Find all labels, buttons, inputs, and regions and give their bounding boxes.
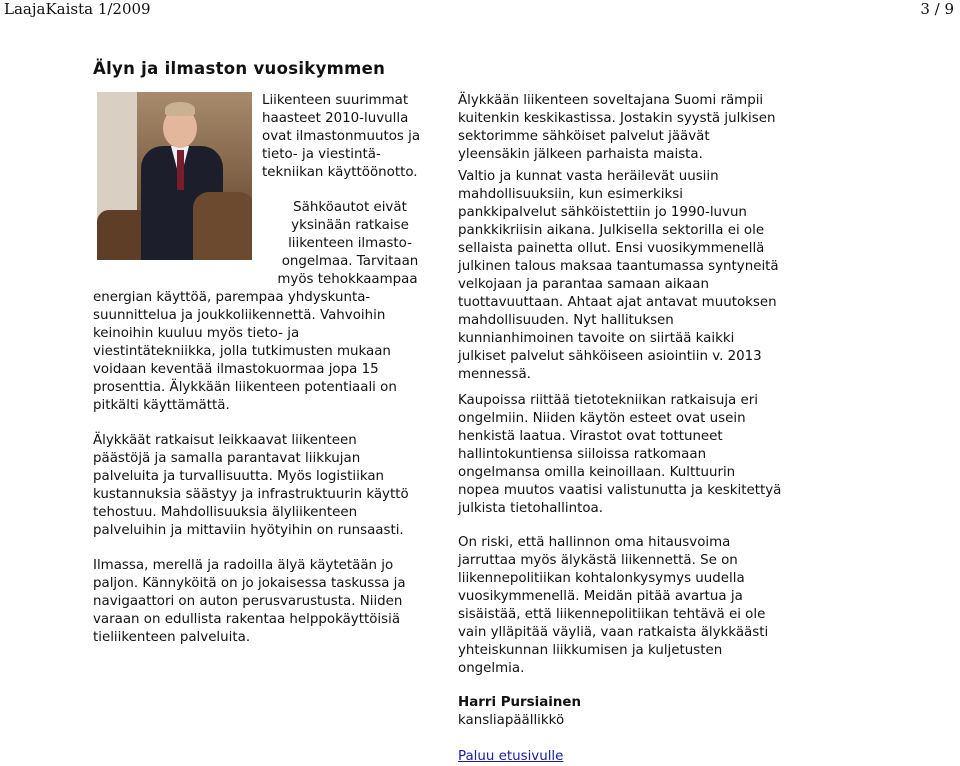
left-column — [93, 92, 438, 647]
author-name: Harri Pursiainen — [458, 695, 581, 710]
paragraph-shops-solutions: Kaupoissa riittää tietotekniikan ratkaisuja eri ongelmiin. Niiden käytön esteet ovat usein henkistä laatua. Virastot ovat tottuneet hallintokuntiensa siiloissa ratkomaan ongelmansa omilla keinoillaan. Kulttuurin nopea muutos vaatisi valistunutta ja keskitettyä julkista tietohallintoa. — [458, 393, 782, 516]
paragraph-state-municipalities: Valtio ja kunnat vasta heräilevät uusiin mahdollisuuksiin, kun esimerkiksi pankkipalvelut sähköistettiin jo 1990-luvun pankkikriisin aikana. Julkisella sektorilla ei ole sellaista painetta ollut. Ensi vuosikymmenellä julkinen talous maksaa taantumassa syntyneitä velkojaan ja parantaa samaan aikaan tuottavuuttaan. Ahtaat ajat antavat muutoksen mahdollisuuden. Nyt hallituksen kunnianhimoinen tavoite on siirtää kaikki julkiset palvelut sähköiseen asiointiin v. 2013 mennessä. — [458, 169, 779, 382]
signature — [458, 694, 818, 730]
paragraph-smart-solutions: Älykkäät ratkaisut leikkaavat liikenteen päästöjä ja samalla parantavat liikkujan palveluita ja turvallisuutta. Myös logistiikan kustannuksia säästyy ja infrastruktuurin käyttö tehostuu. Mahdollisuuksia älyliikenteen palveluihin ja mittaviin hyötyihin on runsaasti. — [93, 433, 409, 538]
page-header — [0, 0, 960, 20]
article-title: Älyn ja ilmaston vuosikymmen — [93, 59, 386, 78]
portrait-photo — [97, 92, 252, 260]
paragraph-finland-adoption: Älykkään liikenteen soveltajana Suomi rämpii kuitenkin keskikastissa. Jostakin syystä julkisen sektorimme sähköiset palvelut jäävät yleensäkin jälkeen parhaista maista. — [458, 93, 776, 162]
paragraph-air-sea-rail: Ilmassa, merellä ja radoilla älyä käytetään jo paljon. Kännyköitä on jo jokaisessa taskussa ja navigaattori on auton perusvarustusta. Niiden varaan on edullista rakentaa helppokäyttöisiä tieliikenteen palveluita. — [93, 558, 406, 645]
intro-paragraph: Liikenteen suurimmat haasteet 2010-luvulla ovat ilmastonmuutos ja tieto- ja viestintä- tekniikan käyttöönotto. — [262, 93, 421, 180]
paragraph-electric-cars: Sähköautot eivät yksinään ratkaise liikenteen ilmasto- ongelmaa. Tarvitaan myös tehokkaampaa energian käyttöä, parempaa yhdyskunta- suunnittelua ja joukkoliikennettä. Vahvoihin keinoihin kuuluu myös tieto- ja viestintätekniikka, jolla tutkimusten mukaan voidaan keventää ilmastokuormaa jopa 15 prosenttia. Älykkään liikenteen potentiaali on pitkälti käyttämättä. — [93, 200, 419, 413]
author-role: kansliapäällikkö — [458, 713, 565, 728]
page-number: 3 / 9 — [920, 0, 954, 18]
back-to-frontpage-link[interactable]: Paluu etusivulle — [458, 749, 564, 764]
publication-name: LaajaKaista 1/2009 — [4, 0, 151, 18]
right-column — [458, 92, 818, 766]
paragraph-risk: On riski, että hallinnon oma hitausvoima jarruttaa myös älykästä liikennettä. Se on liikennepolitiikan kohtalonkysymys uudella vuosikymmenellä. Meidän pitää avartua ja sisäistää, että liikennepolitiikan tehtävä ei ole vain ylläpitää väyliä, vaan ratkaista älykkäästi yhteiskunnan liikkumisen ja kuljetusten ongelmia. — [458, 535, 769, 676]
